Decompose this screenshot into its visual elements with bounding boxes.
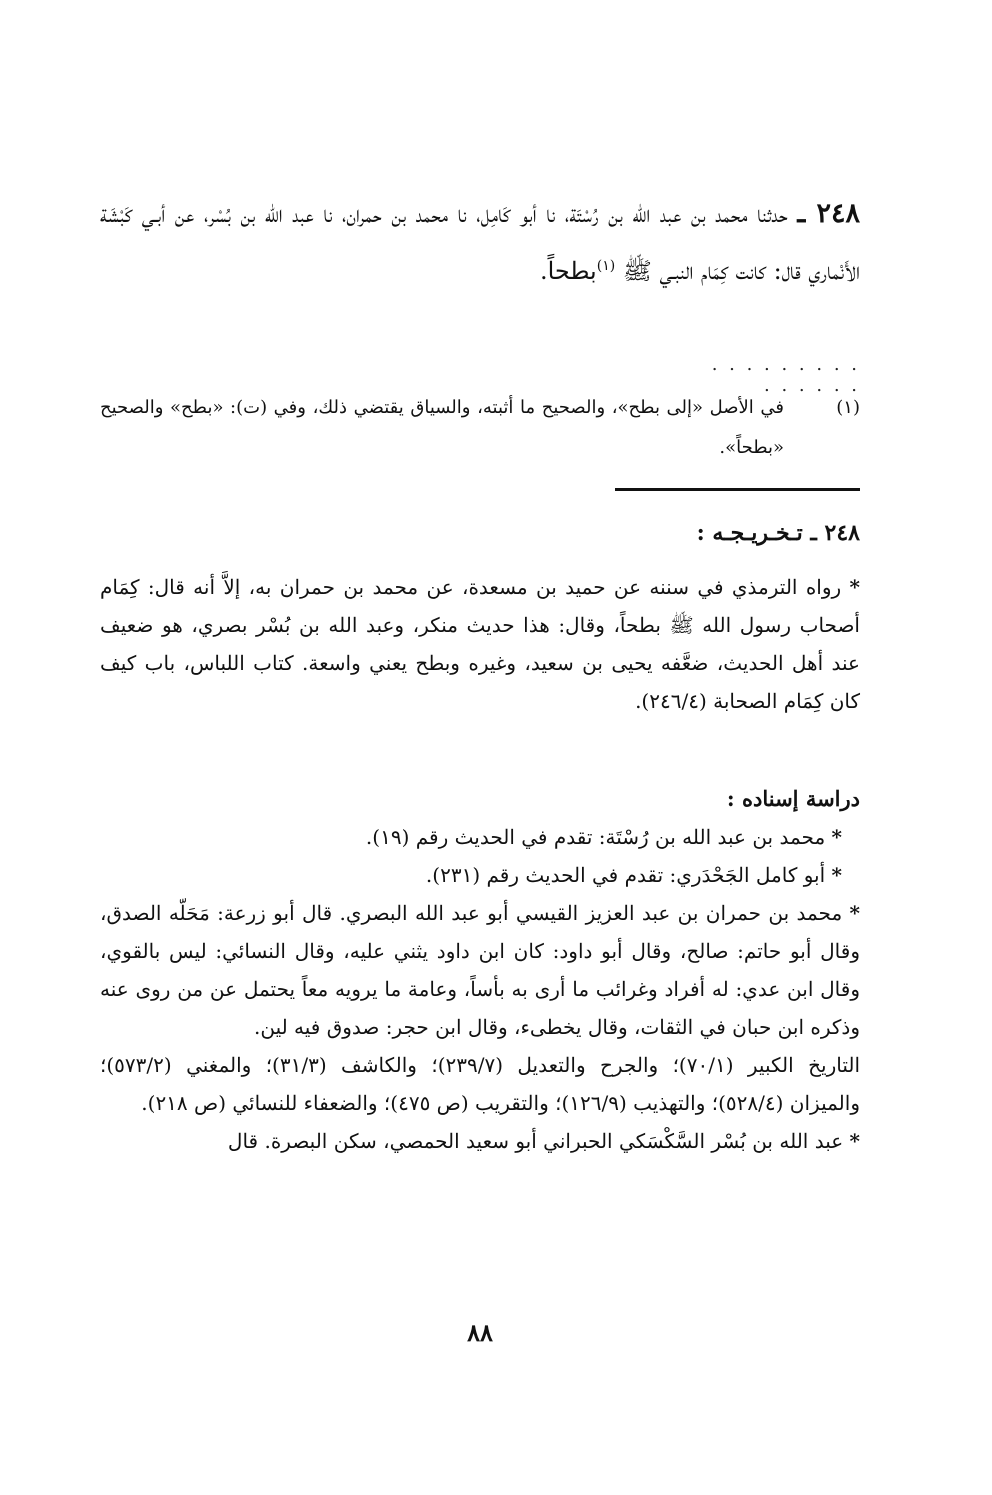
- bullet-star: *: [831, 825, 842, 849]
- bullet-star: *: [831, 863, 842, 887]
- hadith-body: حدثنا محمد بن عبد الله بن رُسْتَة، نا أبو كَامِل، نا محمد بن حمران، نا عبد الله بن بُسْر، عن أبـي كَبْشَة الأَنْماري قال: كانت كِمَام النبـي ﷺ: [100, 200, 860, 285]
- takhrij-body: [100, 568, 860, 720]
- bullet-star: *: [849, 575, 861, 599]
- footnote: [100, 388, 860, 468]
- sources-list: التاريخ الكبير (٧٠/١)؛ والجرح والتعديل (٢٣٩/٧)؛ والكاشف (٣١/٣)؛ والمغني (٥٧٣/٢)؛ والميزان (٥٢٨/٤)؛ والتهذيب (١٢٦/٩)؛ والتقريب (ص ٤٧٥)؛ والضعفاء للنسائي (ص ٢١٨).: [100, 1053, 861, 1115]
- divider-rule: [615, 488, 860, 491]
- footnote-separator-dots: . . . . . . . . . . . . . . .: [711, 354, 860, 396]
- narrator-entry: [100, 856, 860, 894]
- takhrij-heading: ٢٤٨ ـ تـخـريـجـه :: [696, 520, 860, 546]
- hadith-ending: بطحاً.: [539, 257, 597, 285]
- narrator-entry: [100, 818, 860, 856]
- bullet-star: *: [849, 1129, 860, 1153]
- footnote-number: (١): [836, 397, 860, 418]
- takhrij-text: رواه الترمذي في سننه عن حميد بن مسعدة، عن محمد بن حمران به، إلاَّ أنه قال: كِمَام أصحاب رسول الله ﷺ بطحاً، وقال: هذا حديث منكر، وعبد الله بن بُسْر بصري، هو ضعيف عند أهل الحديث، ضعَّفه يحيى بن سعيد، وغيره وبطح يعني واسعة. كتاب اللباس، باب كيف كان كِمَام الصحابة (٢٤٦/٤).: [100, 575, 860, 713]
- dirasa-section: [100, 780, 860, 1160]
- footnote-reference[interactable]: (١): [596, 258, 616, 274]
- narrator-entry: [100, 1122, 860, 1160]
- book-page: [100, 0, 860, 1495]
- takhrij-paragraph: [100, 568, 860, 720]
- narrator-text: محمد بن عبد الله بن رُسْتَة: تقدم في الحديث رقم (١٩).: [365, 825, 826, 849]
- page-number: ٨٨: [467, 1318, 493, 1347]
- narrator-entry: [100, 894, 860, 1046]
- narrator-text: محمد بن حمران بن عبد العزيز القيسي أبو عبد الله البصري. قال أبو زرعة: مَحَلّه الصدق، وقال أبو حاتم: صالح، وقال أبو داود: كان ابن داود يثني عليه، وقال النسائي: ليس بالقوي، وقال ابن عدي: له أفراد وغرائب ما أرى به بأساً، وعامة ما يرويه معاً يحتمل عن من روى عنه وذكره ابن حبان في الثقات، وقال يخطىء، وقال ابن حجر: صدوق فيه لين.: [100, 901, 860, 1039]
- narrator-text: أبو كامل الجَحْدَري: تقدم في الحديث رقم (٢٣١).: [425, 863, 826, 887]
- dirasa-heading: دراسة إسناده :: [726, 786, 860, 811]
- narrator-text: عبد الله بن بُسْر السَّكْسَكي الحبراني أبو سعيد الحمصي، سكن البصرة. قال: [227, 1129, 844, 1153]
- footnote-text: في الأصل «إلى بطح»، والصحيح ما أثبته، والسياق يقتضي ذلك، وفي (ت): «بطح» والصحيح «بطحاً».: [100, 397, 784, 458]
- hadith-text: [100, 188, 860, 297]
- bullet-star: *: [849, 901, 861, 925]
- hadith-number: ٢٤٨ ـ: [797, 198, 860, 229]
